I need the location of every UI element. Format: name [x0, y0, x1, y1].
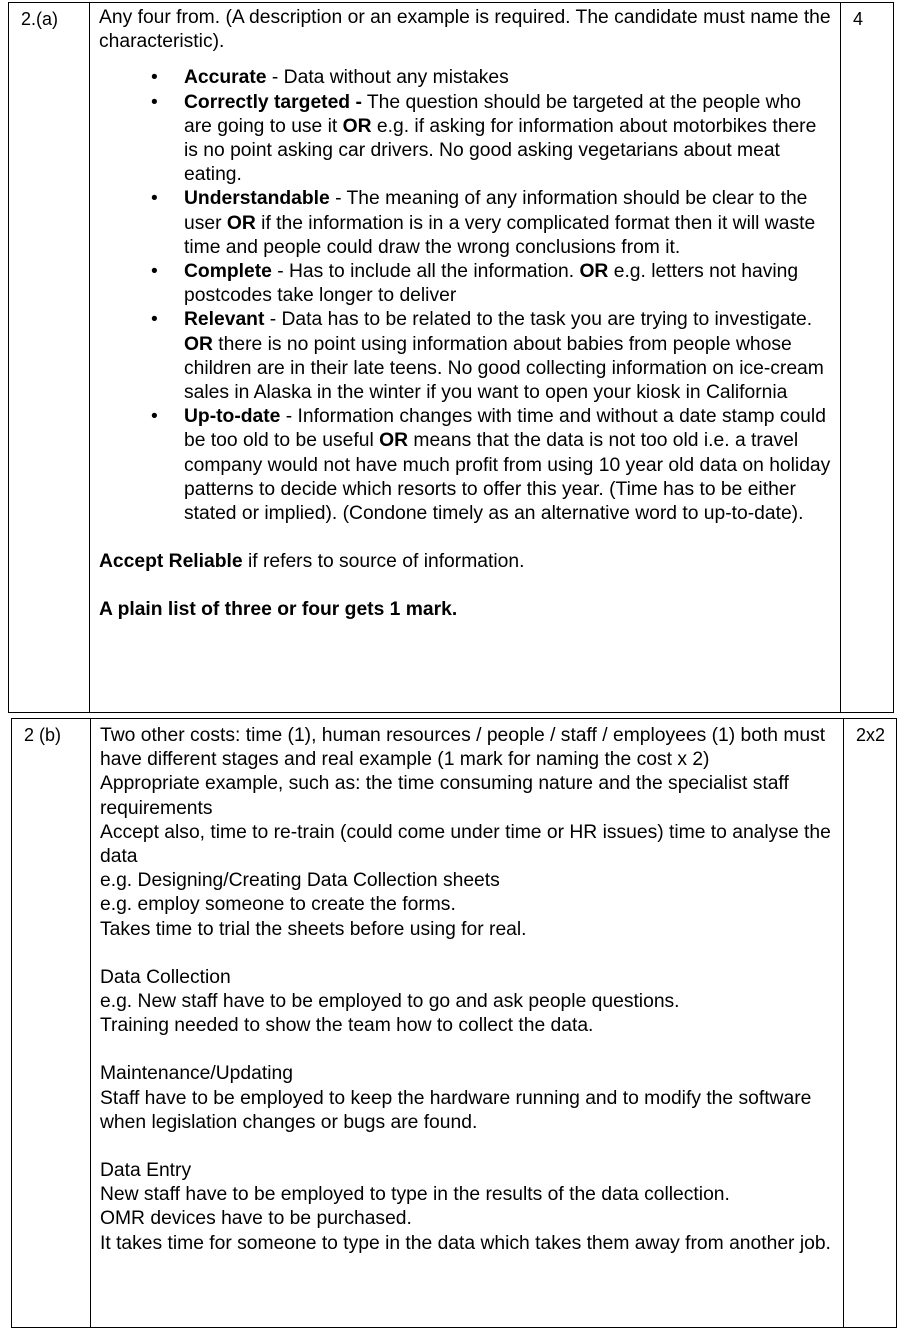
answer-line: e.g. employ someone to create the forms.	[100, 894, 456, 916]
answer-line: e.g. Designing/Creating Data Collection sheets	[100, 870, 500, 892]
bullet-icon: •	[151, 406, 158, 428]
answer-line: OMR devices have to be purchased.	[100, 1208, 412, 1230]
question-number: 2.(a)	[9, 3, 90, 713]
marks: 4	[841, 3, 894, 713]
answer-line: New staff have to be employed to type in the results of the data collection.	[100, 1184, 730, 1206]
bullet-icon: •	[151, 91, 158, 113]
characteristics-list	[99, 66, 832, 526]
answer-cell	[90, 3, 841, 713]
mark-scheme-table-2a	[8, 2, 894, 713]
intro-text: Any four from. (A description or an example is required. The candidate must name the characteristic).	[99, 7, 831, 53]
bullet-icon: •	[151, 261, 158, 283]
list-item: • Up-to-date - Information changes with time and without a date stamp could be too old to be useful OR means that the data is not too old i.e. a travel company would not have much profit from using 10 year old data on holiday patterns to decide which resorts to offer this year. (Time has to be either stated or implied). (Condone timely as an alternative word to up-to-date).	[151, 406, 831, 525]
section-heading: Data Collection	[100, 966, 231, 988]
bullet-icon: •	[151, 67, 158, 89]
list-item: • Understandable - The meaning of any information should be clear to the user OR if the information is in a very complicated format then it will waste time and people could draw the wrong conclusions from it.	[151, 188, 816, 258]
marks: 2x2	[844, 719, 897, 1328]
answer-cell	[91, 719, 844, 1328]
section-heading: Data Entry	[100, 1160, 192, 1182]
bullet-icon: •	[151, 309, 158, 331]
question-number: 2 (b)	[12, 719, 91, 1328]
answer-line: Training needed to show the team how to collect the data.	[100, 1015, 594, 1037]
answer-line: e.g. New staff have to be employed to go and ask people questions.	[100, 991, 680, 1013]
list-item: • Correctly targeted - The question should be targeted at the people who are going to use it OR e.g. if asking for information about motorbikes there is no point asking car drivers. No good asking vegetarians about meat eating.	[151, 91, 817, 186]
accept-note: Accept Reliable if refers to source of information.	[99, 551, 525, 573]
answer-line: Two other costs: time (1), human resources / people / staff / employees (1) both must have different stages and real example (1 mark for naming the cost x 2)	[100, 725, 826, 771]
answer-line: Appropriate example, such as: the time consuming nature and the specialist staff requirements	[100, 773, 789, 819]
bullet-icon: •	[151, 188, 158, 210]
list-item: • Complete - Has to include all the information. OR e.g. letters not having postcodes take longer to deliver	[151, 261, 799, 307]
list-item: • Accurate - Data without any mistakes	[99, 66, 832, 90]
answer-line: Staff have to be employed to keep the hardware running and to modify the software when legislation changes or bugs are found.	[100, 1087, 812, 1133]
plain-list-note: A plain list of three or four gets 1 mark.	[99, 599, 458, 621]
answer-line: It takes time for someone to type in the data which takes them away from another job.	[100, 1232, 831, 1254]
section-heading: Maintenance/Updating	[100, 1063, 293, 1085]
answer-line: Accept also, time to re-train (could come under time or HR issues) time to analyse the data	[100, 821, 831, 868]
answer-line: Takes time to trial the sheets before using for real.	[100, 918, 527, 940]
mark-scheme-table-2b	[11, 718, 897, 1328]
list-item: • Relevant - Data has to be related to the task you are trying to investigate. OR there is no point using information about babies from people whose children are in their late teens. No good collecting information on ice-cream sales in Alaska in the winter if you want to open your kiosk in California	[151, 309, 824, 404]
